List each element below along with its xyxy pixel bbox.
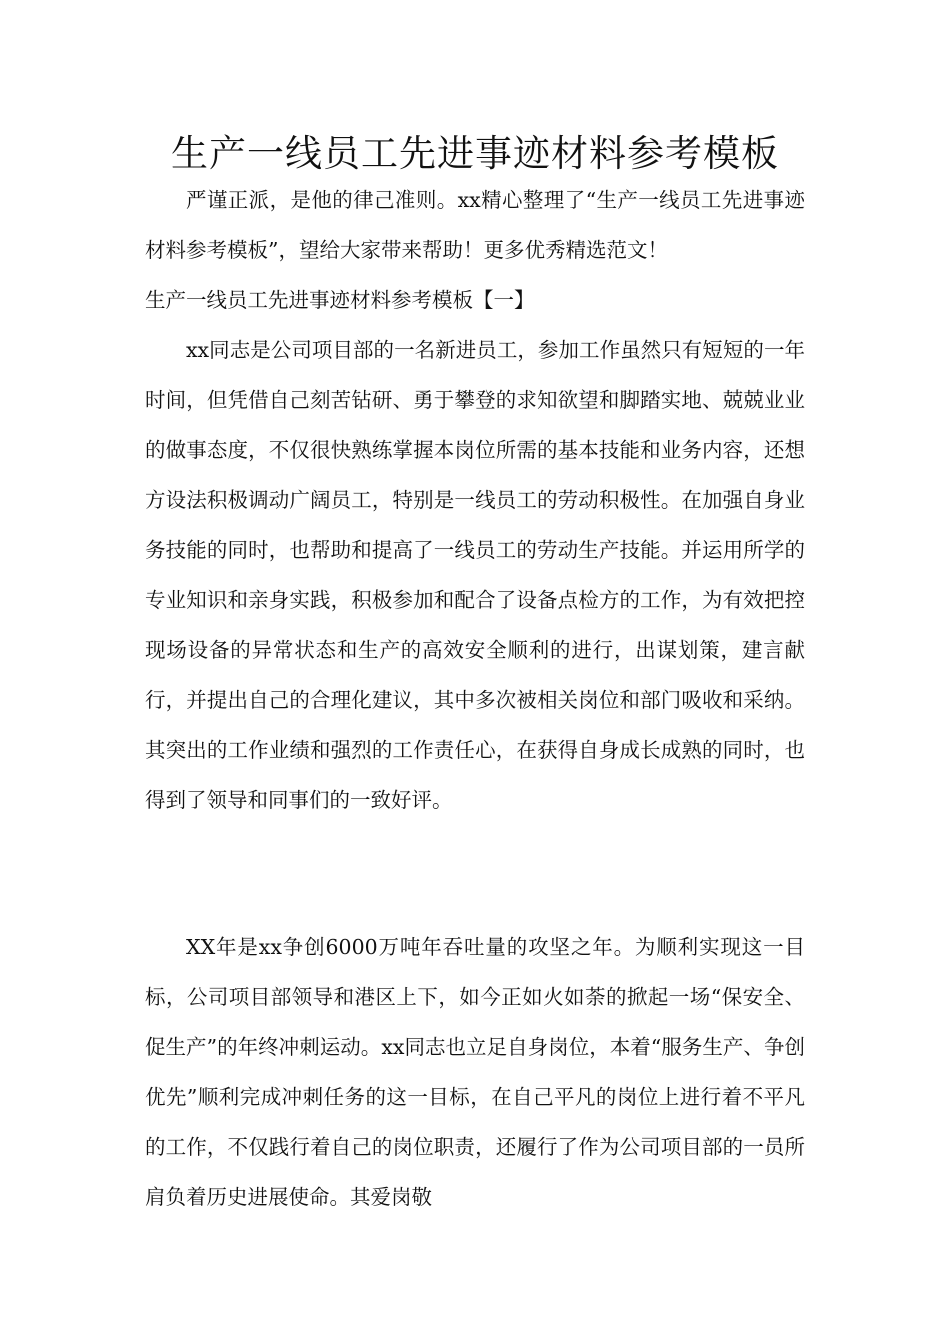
body-paragraph: xx同志是公司项目部的一名新进员工，参加工作虽然只有短短的一年时间，但凭借自己刻苦钻研、勇于攀登的求知欲望和脚踏实地、兢兢业业的做事态度，不仅很快熟练掌握本岗位所需的基本技能和业务内容，还想方设法积极调动广阔员工，特别是一线员工的劳动积极性。在加强自身业务技能的同时，也帮助和提高了一线员工的劳动生产技能。并运用所学的专业知识和亲身实践，积极参加和配合了设备点检方的工作，为有效把控现场设备的异常状态和生产的高效安全顺利的进行，出谋划策，建言献行，并提出自己的合理化建议，其中多次被相关岗位和部门吸收和采纳。其突出的工作业绩和强烈的工作责任心，在获得自身成长成熟的同时，也得到了领导和同事们的一致好评。	[145, 338, 805, 812]
body-paragraph: XX年是xx争创6000万吨年吞吐量的攻坚之年。为顺利实现这一目标，公司项目部领导和港区上下，如今正如火如荼的掀起一场“保安全、促生产”的年终冲刺运动。xx同志也立足自身岗位，本着“服务生产、争创优先”顺利完成冲刺任务的这一目标，在自己平凡的岗位上进行着不平凡的工作，不仅践行着自己的岗位职责，还履行了作为公司项目部的一员所肩负着历史进展使命。其爱岗敬	[145, 935, 805, 1209]
section-heading: 生产一线员工先进事迹材料参考模板【一】	[145, 288, 535, 312]
intro-paragraph: 严谨正派，是他的律己准则。xx精心整理了“生产一线员工先进事迹材料参考模板”，望给大家带来帮助！更多优秀精选范文！	[145, 188, 805, 262]
document-title: 生产一线员工先进事迹材料参考模板	[171, 132, 779, 175]
